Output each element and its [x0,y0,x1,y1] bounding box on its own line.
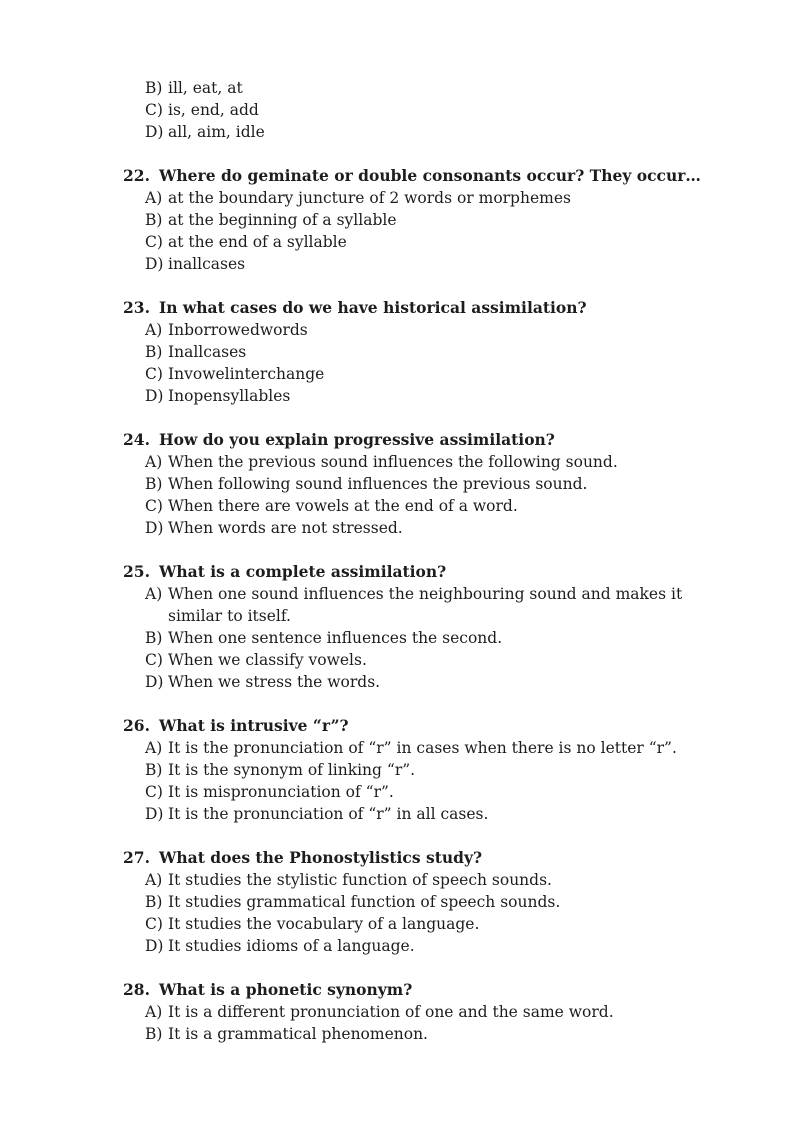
option-text: It is the pronunciation of “r” in all cases. [168,805,489,823]
option-text: inallcases [168,255,246,273]
option-text: It studies idioms of a language. [168,937,415,955]
question-heading [0,297,800,319]
option-item [0,627,800,649]
option-letter: C) [145,365,163,383]
question-text: How do you explain progressive assimilation? [159,430,555,449]
option-item [0,209,800,231]
option-item [0,319,800,341]
question-text: In what cases do we have historical assimilation? [159,298,587,317]
option-text: It is a different pronunciation of one and the same word. [168,1003,614,1021]
option-letter: A) [145,739,163,757]
option-item [0,451,800,473]
option-text: Inborrowedwords [168,321,308,339]
question-heading [0,715,800,737]
option-item [0,935,800,957]
question-number: 24. [123,430,150,449]
option-text: at the boundary juncture of 2 words or morphemes [168,189,571,207]
option-text: When the previous sound influences the following sound. [168,453,618,471]
option-item [0,913,800,935]
option-item [0,495,800,517]
option-item [0,781,800,803]
option-item [0,363,800,385]
option-text: When we stress the words. [168,673,381,691]
option-letter: C) [145,497,163,515]
option-text: at the beginning of a syllable [168,211,397,229]
option-letter: B) [145,629,163,647]
question-28 [0,979,800,1045]
option-text: It studies the vocabulary of a language. [168,915,480,933]
option-text: at the end of a syllable [168,233,347,251]
option-letter: D) [145,937,164,955]
option-item [0,77,800,99]
option-item [0,737,800,759]
question-text: What is a complete assimilation? [159,562,447,581]
option-item [0,1001,800,1023]
option-letter: D) [145,673,164,691]
option-text: When there are vowels at the end of a word. [168,497,518,515]
question-number: 28. [123,980,150,999]
question-24 [0,429,800,539]
option-item [0,583,800,627]
option-letter: A) [145,321,163,339]
option-letter: B) [145,343,163,361]
option-item [0,649,800,671]
option-text: It studies grammatical function of speech sounds. [168,893,561,911]
option-letter: C) [145,101,163,119]
question-heading [0,847,800,869]
option-letter: A) [145,585,163,603]
option-item [0,759,800,781]
option-letter: A) [145,189,163,207]
question-text: Where do geminate or double consonants occur? They occur… [159,166,701,185]
option-text: When words are not stressed. [168,519,403,537]
option-letter: D) [145,387,164,405]
option-text: It is a grammatical phenomenon. [168,1025,428,1043]
option-item [0,671,800,693]
option-item [0,1023,800,1045]
question-number: 27. [123,848,150,867]
question-heading [0,979,800,1001]
option-letter: C) [145,915,163,933]
option-text: When one sentence influences the second. [168,629,503,647]
option-item [0,99,800,121]
option-item [0,385,800,407]
option-letter: A) [145,1003,163,1021]
question-25 [0,561,800,693]
option-item [0,891,800,913]
option-text: It studies the stylistic function of speech sounds. [168,871,552,889]
option-letter: C) [145,783,163,801]
option-item [0,869,800,891]
option-item [0,231,800,253]
option-text: When one sound influences the neighbouring sound and makes it similar to itself. [168,585,683,625]
question-27 [0,847,800,957]
option-text: is, end, add [168,101,259,119]
question-text: What is a phonetic synonym? [159,980,413,999]
question-22 [0,165,800,275]
option-text: It is the pronunciation of “r” in cases when there is no letter “r”. [168,739,677,757]
option-item [0,187,800,209]
question-text: What does the Phonostylistics study? [159,848,483,867]
option-text: all, aim, idle [168,123,265,141]
option-text: Inallcases [168,343,247,361]
option-letter: D) [145,123,164,141]
option-letter: B) [145,1025,163,1043]
option-item [0,803,800,825]
option-letter: C) [145,233,163,251]
option-item [0,517,800,539]
option-letter: B) [145,761,163,779]
option-text: It is mispronunciation of “r”. [168,783,394,801]
option-letter: D) [145,519,164,537]
option-item [0,253,800,275]
question-26 [0,715,800,825]
option-letter: B) [145,893,163,911]
question-text: What is intrusive “r”? [159,716,349,735]
option-letter: A) [145,871,163,889]
option-text: Invowelinterchange [168,365,325,383]
option-item [0,473,800,495]
question-heading [0,429,800,451]
option-letter: B) [145,79,163,97]
question-23 [0,297,800,407]
question-heading [0,165,800,187]
option-letter: B) [145,475,163,493]
document-page [0,77,800,1045]
option-letter: D) [145,805,164,823]
option-letter: D) [145,255,164,273]
option-text: Inopensyllables [168,387,291,405]
option-text: It is the synonym of linking “r”. [168,761,416,779]
option-letter: B) [145,211,163,229]
question-heading [0,561,800,583]
option-item [0,121,800,143]
option-letter: A) [145,453,163,471]
option-letter: C) [145,651,163,669]
question-number: 26. [123,716,150,735]
question-number: 23. [123,298,150,317]
option-text: ill, eat, at [168,79,243,97]
question-number: 25. [123,562,150,581]
option-text: When we classify vowels. [168,651,367,669]
option-item [0,341,800,363]
carryover-options [0,77,800,143]
question-number: 22. [123,166,150,185]
option-text: When following sound influences the previous sound. [168,475,588,493]
